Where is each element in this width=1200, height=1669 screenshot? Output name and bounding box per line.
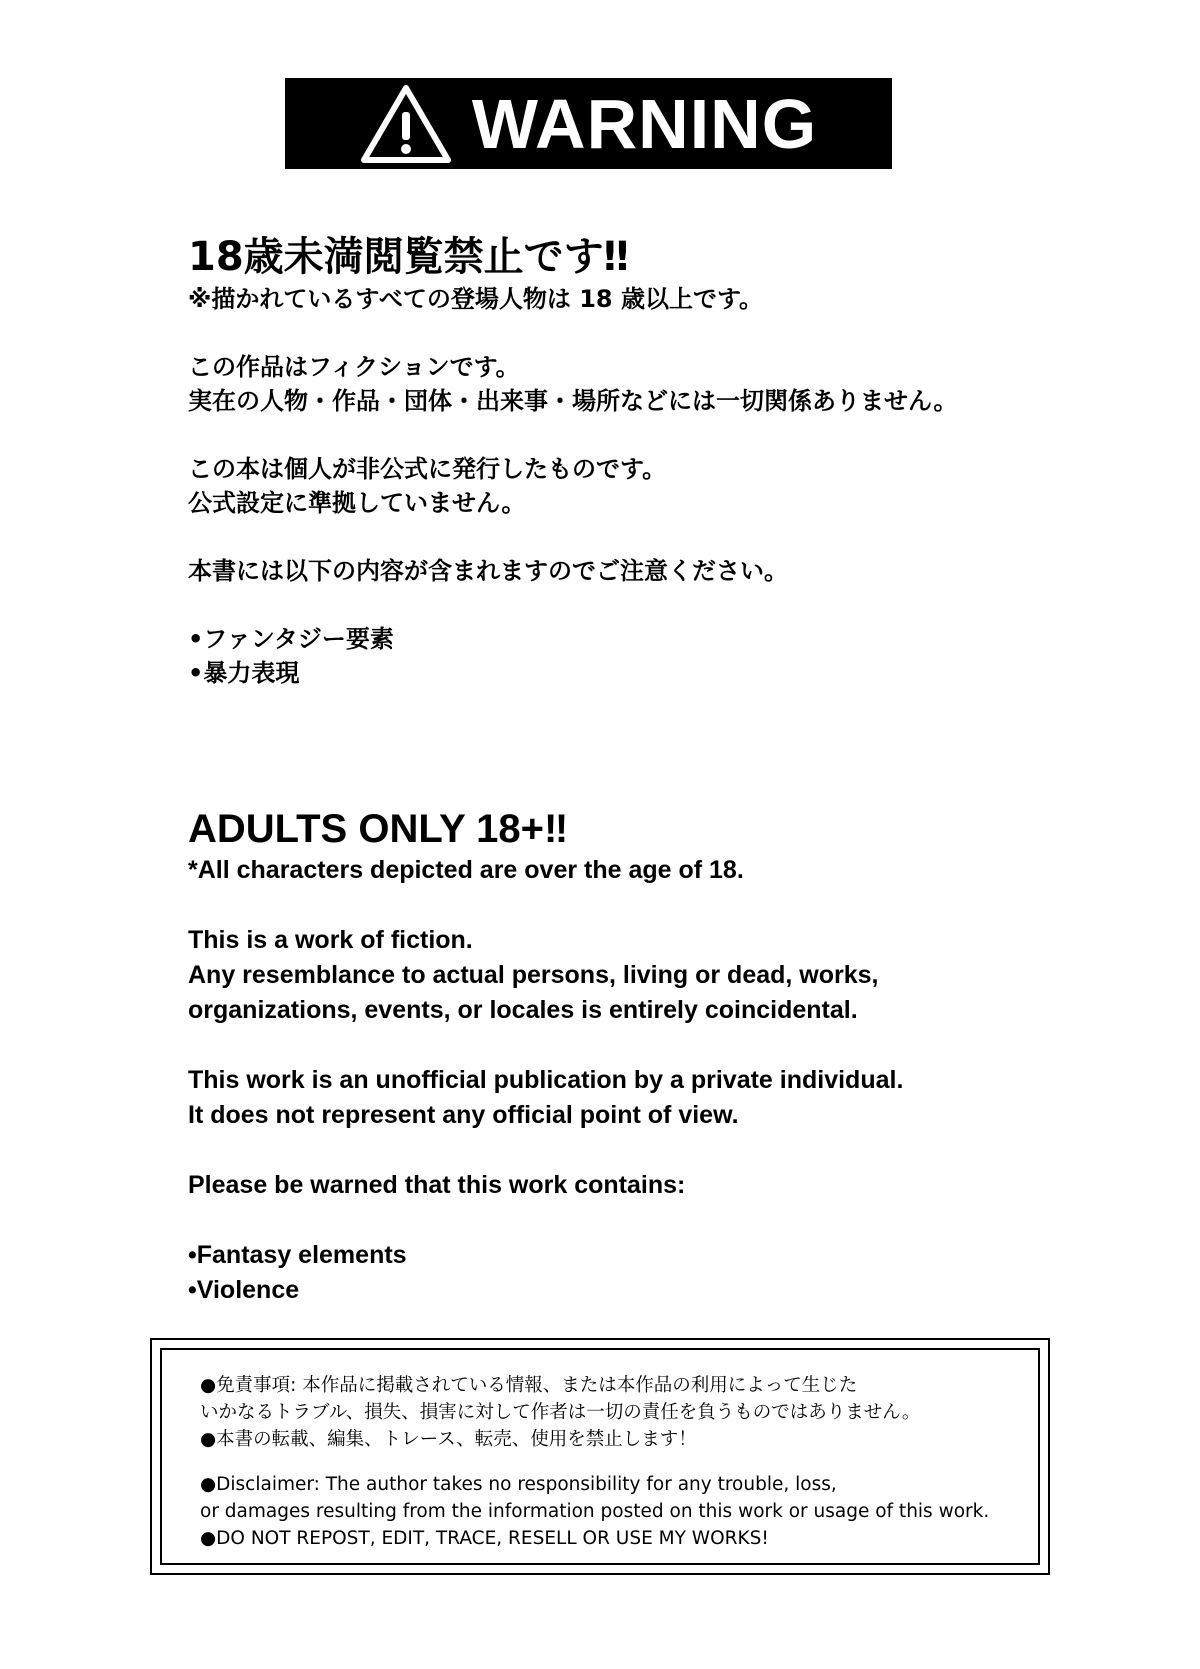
en-fiction-line: organizations, events, or locales is entirely coincidental.: [188, 996, 858, 1024]
en-adults-only-title: ADULTS ONLY 18+‼: [188, 807, 569, 851]
en-unofficial-line: It does not represent any official point of view.: [188, 1101, 739, 1129]
jp-unofficial-line: この本は個人が非公式に発行したものです。: [188, 455, 667, 483]
japanese-notice: [188, 232, 1088, 690]
jp-contents-item: •暴力表現: [188, 659, 300, 687]
en-fiction-line: Any resemblance to actual persons, living or dead, works,: [188, 961, 879, 989]
en-age-note: *All characters depicted are over the age of 18.: [188, 856, 744, 884]
jp-age-restriction-title: 18歳未満閲覧禁止です‼: [188, 234, 629, 280]
disclaimer-jp-line: ●本書の転載、編集、トレース、転売、使用を禁止します！: [200, 1429, 697, 1450]
jp-age-note: ※描かれているすべての登場人物は 18 歳以上です。: [188, 285, 764, 313]
disclaimer-en-line: ●DO NOT REPOST, EDIT, TRACE, RESELL OR USE MY WORKS!: [200, 1528, 769, 1549]
disclaimer-box: [150, 1338, 1050, 1575]
jp-fiction-line: 実在の人物・作品・団体・出来事・場所などには一切関係ありません。: [188, 387, 958, 415]
warning-triangle-icon: [360, 84, 452, 164]
en-contents-item: •Violence: [188, 1276, 300, 1304]
jp-unofficial-line: 公式設定に準拠していません。: [188, 489, 526, 517]
en-fiction-line: This is a work of fiction.: [188, 926, 473, 954]
jp-fiction-line: この作品はフィクションです。: [188, 353, 520, 381]
disclaimer-en-line: or damages resulting from the information posted on this work or usage of this work.: [200, 1501, 990, 1522]
disclaimer-inner-frame: [160, 1348, 1040, 1565]
warning-banner: [285, 78, 892, 169]
en-contents-item: •Fantasy elements: [188, 1241, 407, 1269]
jp-contents-intro: 本書には以下の内容が含まれますのでご注意ください。: [188, 557, 788, 585]
disclaimer-en-line: ●Disclaimer: The author takes no responsibility for any trouble, loss,: [200, 1474, 837, 1495]
english-notice: [188, 805, 1088, 1308]
en-unofficial-line: This work is an unofficial publication by a private individual.: [188, 1066, 904, 1094]
disclaimer-jp-line: ●免責事項: 本作品に掲載されている情報、または本作品の利用によって生じた: [200, 1375, 858, 1396]
en-contents-intro: Please be warned that this work contains:: [188, 1171, 686, 1199]
warning-title: WARNING: [471, 84, 818, 163]
jp-contents-item: •ファンタジー要素: [188, 625, 394, 653]
disclaimer-jp-line: いかなるトラブル、損失、損害に対して作者は一切の責任を負うものではありません。: [200, 1402, 921, 1423]
